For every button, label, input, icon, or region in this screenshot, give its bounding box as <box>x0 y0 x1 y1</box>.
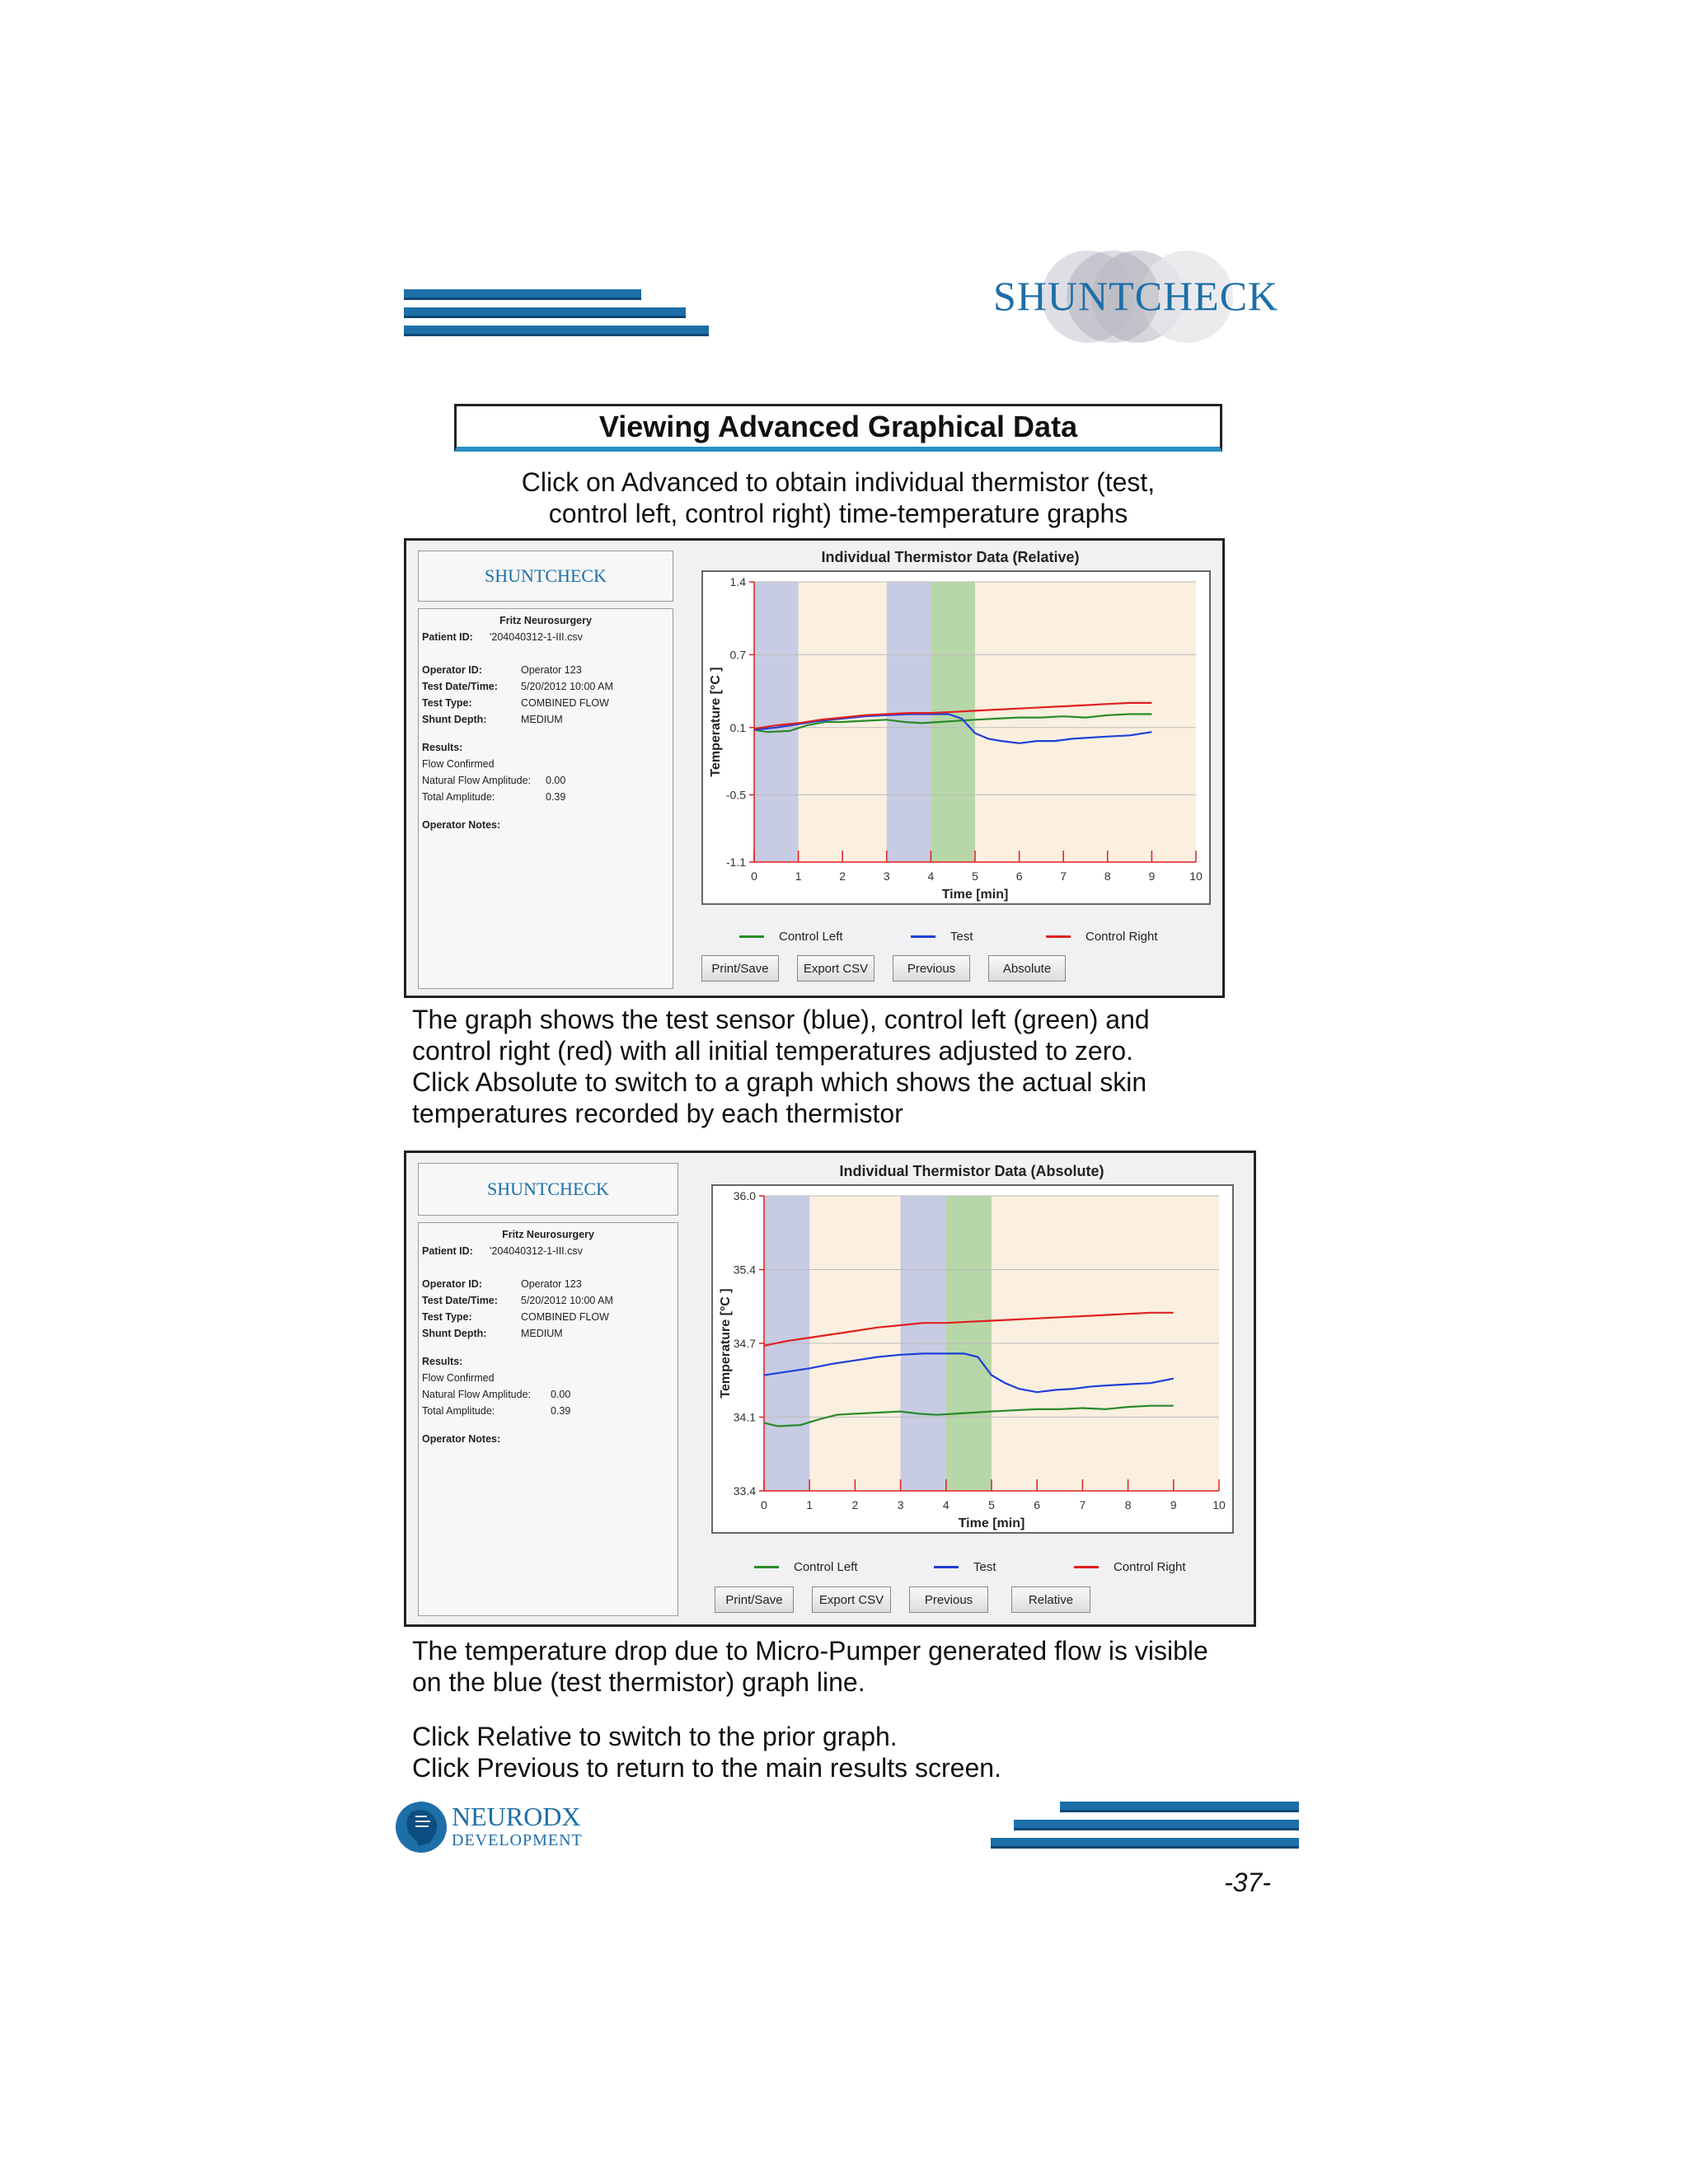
x-tick-label: 8 <box>1104 869 1111 883</box>
logo-panel <box>418 1163 678 1216</box>
y-tick-label: 0.7 <box>729 648 746 662</box>
company-name-line1: NEURODX <box>452 1802 581 1831</box>
patient-info-panel: Fritz Neurosurgery Patient ID: '204040312-1-III.csv Operator ID: Operator 123 Test Date/Time: 5/20/2012 10:00 AM Test Type: COMBINED FLOW Shunt Depth: MEDIUM Results: Flow Confirmed Natural Flow Amplitude: 0.00 Total Amplitude: 0.39 Operator Notes: <box>418 608 673 989</box>
page-number: -37- <box>1224 1868 1271 1897</box>
p1-line-1: The graph shows the test sensor (blue), control left (green) and <box>412 1005 1150 1034</box>
relative-chart <box>703 572 1209 903</box>
y-tick-label: 33.4 <box>733 1484 756 1497</box>
facility-name: Fritz Neurosurgery <box>502 1229 594 1240</box>
operator-id: Operator 123 <box>521 664 582 676</box>
band-0 <box>754 582 799 862</box>
chart-frame <box>701 570 1211 905</box>
legend-swatch-red <box>1046 935 1071 938</box>
x-tick-label: 9 <box>1148 869 1156 883</box>
y-tick-label: 36.0 <box>733 1189 756 1202</box>
p3-line-1: Click Relative to switch to the prior graph. <box>412 1722 898 1751</box>
operator-id: Operator 123 <box>521 1278 582 1290</box>
chart-title: Individual Thermistor Data (Absolute) <box>839 1163 1104 1179</box>
total-amplitude: 0.39 <box>551 1405 571 1417</box>
brand-part2: CHECK <box>1134 273 1279 319</box>
section-title: Viewing Advanced Graphical Data <box>454 404 1222 452</box>
shuntcheck-header-logo <box>993 247 1279 346</box>
y-tick-label: -1.1 <box>725 855 746 869</box>
chart-frame <box>711 1184 1234 1534</box>
y-axis-label: Temperature [°C ] <box>709 667 723 777</box>
legend-control-right: Control Right <box>1046 930 1158 944</box>
y-axis-label: Temperature [°C ] <box>719 1288 733 1399</box>
legend-swatch-green <box>754 1566 779 1568</box>
natural-amplitude: 0.00 <box>546 775 566 786</box>
p2-line-2: on the blue (test thermistor) graph line. <box>412 1667 865 1697</box>
x-tick-label: 4 <box>942 1498 950 1511</box>
shunt-depth: MEDIUM <box>521 714 563 725</box>
footer-stripe-3 <box>991 1838 1299 1849</box>
panel-logo: SHUNTCHECK <box>487 1179 609 1199</box>
x-axis-label: Time [min] <box>941 888 1009 902</box>
x-tick-label: 10 <box>1212 1498 1226 1511</box>
header-stripe-3 <box>404 326 709 336</box>
test-datetime: 5/20/2012 10:00 AM <box>521 1295 613 1306</box>
operator-notes-label: Operator Notes: <box>422 819 501 831</box>
result-flow: Flow Confirmed <box>422 1372 495 1384</box>
panel-logo: SHUNTCHECK <box>485 565 607 586</box>
y-tick-label: -0.5 <box>725 788 746 802</box>
legend-swatch-red <box>1074 1566 1099 1568</box>
test-datetime: 5/20/2012 10:00 AM <box>521 681 613 692</box>
facility-name: Fritz Neurosurgery <box>499 615 592 626</box>
y-tick-label: 1.4 <box>729 575 746 588</box>
y-tick-label: 35.4 <box>733 1263 756 1277</box>
header-stripe-1 <box>404 289 641 300</box>
intro-line-2: control left, control right) time-temperature graphs <box>548 499 1128 528</box>
print-save-button[interactable]: Print/Save <box>701 955 779 982</box>
previous-button[interactable]: Previous <box>893 955 970 982</box>
shunt-depth: MEDIUM <box>521 1328 563 1339</box>
result-flow: Flow Confirmed <box>422 758 495 770</box>
x-tick-label: 2 <box>839 869 846 883</box>
y-tick-label: 34.1 <box>733 1410 756 1424</box>
legend-swatch-blue <box>911 935 935 938</box>
results-label: Results: <box>422 1356 463 1367</box>
x-tick-label: 1 <box>795 869 802 883</box>
x-tick-label: 6 <box>1015 869 1023 883</box>
y-tick-label: 34.7 <box>733 1337 756 1350</box>
legend-test: Test <box>911 930 973 944</box>
x-tick-label: 4 <box>927 869 935 883</box>
x-axis-label: Time [min] <box>958 1516 1025 1530</box>
legend-test: Test <box>934 1560 996 1574</box>
head-profile-icon <box>394 1800 448 1854</box>
footer-stripe-2 <box>1014 1820 1299 1830</box>
x-tick-label: 3 <box>897 1498 904 1511</box>
intro-line-1: Click on Advanced to obtain individual thermistor (test, <box>521 467 1156 497</box>
x-tick-label: 2 <box>851 1498 859 1511</box>
patient-info-panel: Fritz Neurosurgery Patient ID: '204040312-1-III.csv Operator ID: Operator 123 Test Date/Time: 5/20/2012 10:00 AM Test Type: COMBINED FLOW Shunt Depth: MEDIUM Results: Flow Confirmed Natural Flow Amplitude: 0.00 Total Amplitude: 0.39 Operator Notes: <box>418 1222 678 1616</box>
test-type: COMBINED FLOW <box>521 697 609 709</box>
x-tick-label: 5 <box>988 1498 995 1511</box>
x-tick-label: 7 <box>1079 1498 1086 1511</box>
legend-swatch-blue <box>934 1566 959 1568</box>
operator-notes-label: Operator Notes: <box>422 1433 501 1445</box>
y-tick-label: 0.1 <box>729 720 746 734</box>
x-tick-label: 1 <box>806 1498 814 1511</box>
screenshot-absolute <box>404 1151 1256 1627</box>
legend-swatch-green <box>739 935 764 938</box>
x-tick-label: 5 <box>972 869 978 883</box>
chart-title: Individual Thermistor Data (Relative) <box>821 549 1080 565</box>
x-tick-label: 0 <box>751 869 757 883</box>
x-tick-label: 7 <box>1060 869 1067 883</box>
p1-line-2: control right (red) with all initial temperatures adjusted to zero. <box>412 1036 1134 1066</box>
p2-line-1: The temperature drop due to Micro-Pumper generated flow is visible <box>412 1636 1208 1666</box>
test-type: COMBINED FLOW <box>521 1311 609 1323</box>
print-save-button[interactable]: Print/Save <box>715 1586 794 1613</box>
previous-button[interactable]: Previous <box>909 1586 988 1613</box>
legend-control-right: Control Right <box>1074 1560 1186 1574</box>
relative-button[interactable]: Relative <box>1011 1586 1090 1613</box>
p3-line-2: Click Previous to return to the main results screen. <box>412 1753 1001 1783</box>
p1-line-4: temperatures recorded by each thermistor <box>412 1099 903 1128</box>
patient-id: '204040312-1-III.csv <box>490 1245 583 1257</box>
x-tick-label: 9 <box>1170 1498 1177 1511</box>
patient-id: '204040312-1-III.csv <box>490 631 583 643</box>
total-amplitude: 0.39 <box>546 791 566 803</box>
export-csv-button[interactable]: Export CSV <box>812 1586 891 1613</box>
natural-amplitude: 0.00 <box>551 1389 571 1400</box>
absolute-chart <box>713 1186 1232 1532</box>
x-tick-label: 8 <box>1124 1498 1132 1511</box>
legend-control-left: Control Left <box>754 1560 858 1574</box>
x-tick-label: 10 <box>1189 869 1203 883</box>
logo-panel <box>418 551 673 602</box>
absolute-button[interactable]: Absolute <box>988 955 1066 982</box>
p1-line-3: Click Absolute to switch to a graph which shows the actual skin <box>412 1067 1147 1097</box>
x-tick-label: 3 <box>883 869 890 883</box>
header-stripe-2 <box>404 307 686 318</box>
x-tick-label: 6 <box>1034 1498 1041 1511</box>
results-label: Results: <box>422 742 463 753</box>
footer-stripe-1 <box>1060 1802 1299 1812</box>
screenshot-relative <box>404 538 1225 998</box>
x-tick-label: 0 <box>761 1498 767 1511</box>
legend-control-left: Control Left <box>739 930 843 944</box>
export-csv-button[interactable]: Export CSV <box>797 955 874 982</box>
brand-part1: SHUNT <box>993 273 1135 319</box>
neurodx-logo <box>394 1798 608 1856</box>
company-name-line2: DEVELOPMENT <box>452 1831 583 1849</box>
